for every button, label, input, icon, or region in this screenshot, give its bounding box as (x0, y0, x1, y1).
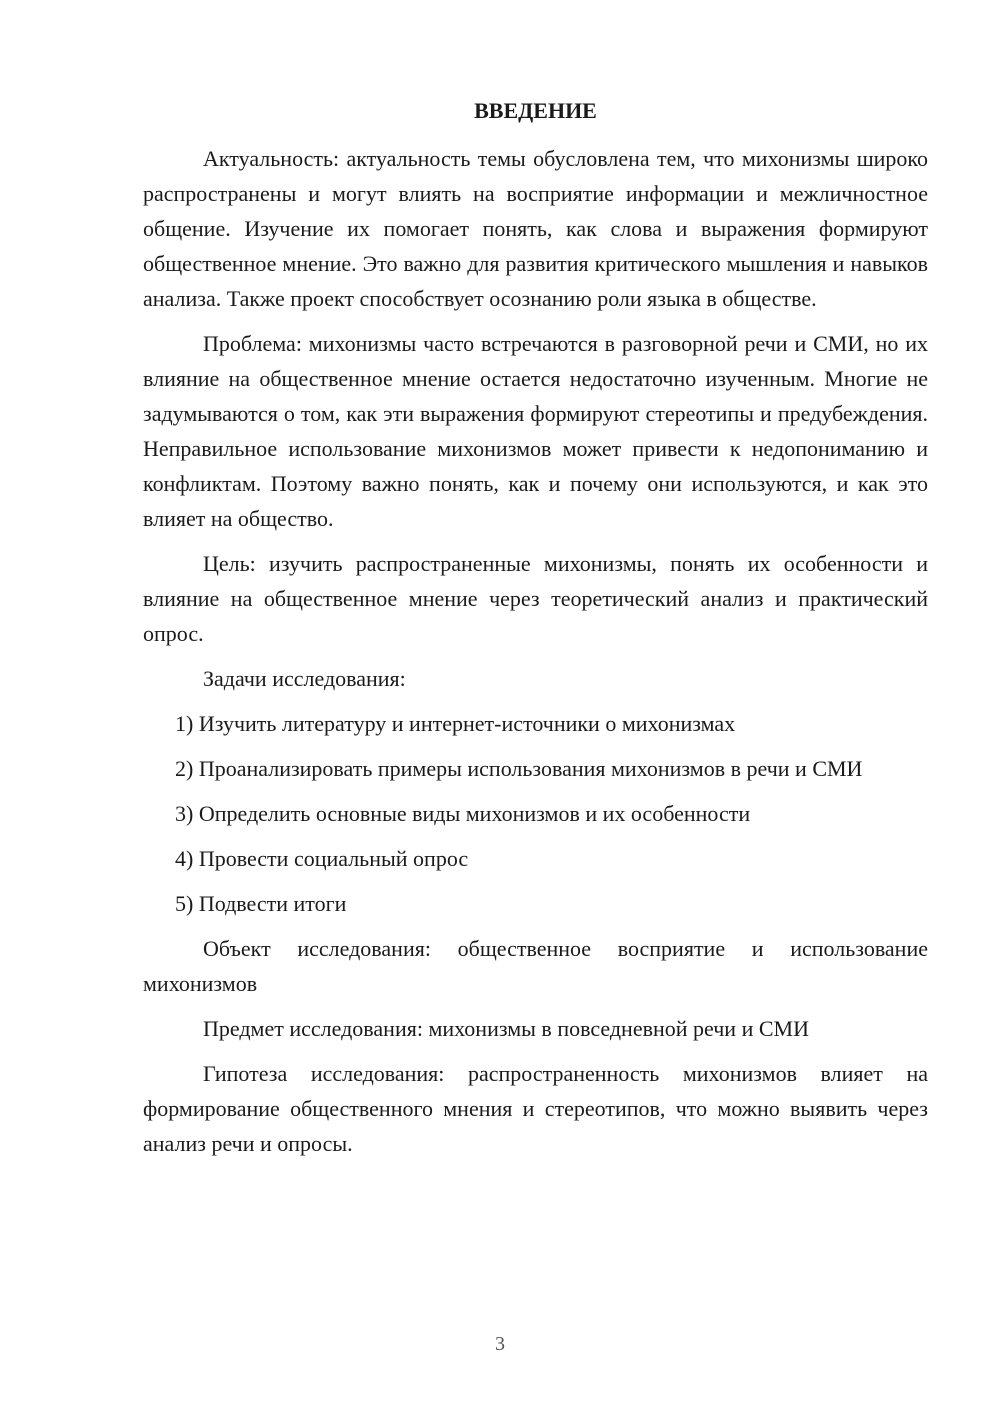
paragraph-relevance: Актуальность: актуальность темы обусловлена тем, что михонизмы широко распространены и могут влиять на восприятие информации и межличностное общение. Изучение их помогает понять, как слова и выражения формируют общественное мнение. Это важно для развития критического мышления и навыков анализа. Также проект способствует осознанию роли языка в обществе. (143, 146, 928, 311)
paragraph-problem: Проблема: михонизмы часто встречаются в разговорной речи и СМИ, но их влияние на общественное мнение остается недостаточно изученным. Многие не задумываются о том, как эти выражения формируют стереотипы и предубеждения. Неправильное использование михонизмов может привести к недопониманию и конфликтам. Поэтому важно понять, как и почему они используются, и как это влияет на общество. (143, 331, 928, 531)
paragraph-goal: Цель: изучить распространенные михонизмы, понять их особенности и влияние на общественное мнение через теоретический анализ и практический опрос. (143, 551, 928, 646)
task-item-3: 3) Определить основные виды михонизмов и их особенности (175, 801, 751, 826)
page-title: ВВЕДЕНИЕ (474, 98, 597, 123)
task-item-2: 2) Проанализировать примеры использования михонизмов в речи и СМИ (175, 756, 863, 781)
paragraph-hypothesis: Гипотеза исследования: распространенность михонизмов влияет на формирование общественного мнения и стереотипов, что можно выявить через анализ речи и опросы. (143, 1061, 928, 1156)
tasks-heading: Задачи исследования: (203, 666, 406, 691)
paragraph-object: Объект исследования: общественное восприятие и использование михонизмов (143, 936, 928, 996)
paragraph-subject: Предмет исследования: михонизмы в повседневной речи и СМИ (203, 1016, 809, 1041)
task-item-5: 5) Подвести итоги (175, 891, 347, 916)
page-number: 3 (495, 1333, 505, 1355)
document-body (143, 141, 928, 1161)
task-item-1: 1) Изучить литературу и интернет-источники о михонизмах (175, 711, 736, 736)
task-item-4: 4) Провести социальный опрос (175, 846, 469, 871)
